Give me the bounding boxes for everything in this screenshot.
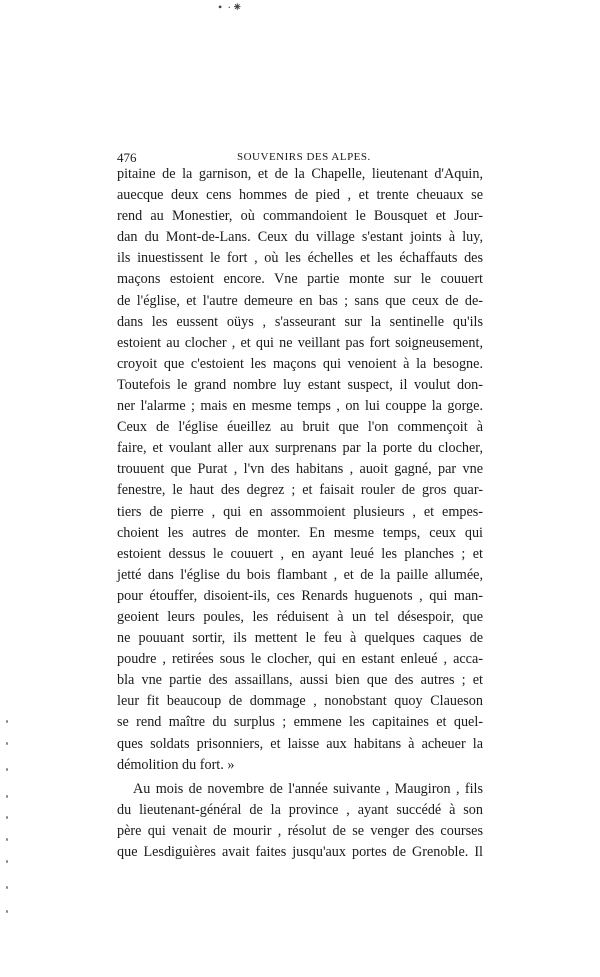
scan-speck [6, 860, 8, 863]
text-line: du lieutenant-général de la province , ayant succédé à son [117, 801, 483, 818]
running-head: SOUVENIRS DES ALPES. [237, 151, 371, 163]
text-line: bla vne partie des assaillans, aussi bien que des autres ; et [117, 672, 483, 689]
text-line: dans les eussent oüys , s'asseurant sur la sentinelle qu'ils [117, 313, 483, 330]
text-line: leur fit beaucoup de dommage , nonobstant quoy Claueson [117, 693, 483, 710]
scan-speck [6, 910, 8, 913]
margin-specks [0, 720, 14, 920]
text-line: geoient leurs poules, les réduisent à un tel désespoir, que [117, 608, 483, 625]
text-line: Ceux de l'église éueillez au bruit que l'on commençoit à [117, 419, 483, 436]
paragraph [117, 164, 483, 776]
scan-speck [6, 720, 8, 723]
paragraph [117, 779, 483, 863]
text-line: démolition du fort. » [117, 756, 235, 773]
text-line: pour étouffer, disoient-ils, ces Renards huguenots , qui man- [117, 587, 483, 604]
text-line: ne pouuant sortir, ils mettent le feu à quelques caques de [117, 630, 483, 647]
text-line: choient les autres de monter. En mesme temps, ceux qui [117, 524, 483, 541]
text-line: père qui venait de mourir , résolut de se venger des courses [117, 822, 483, 839]
text-line: ils inuestissent le fort , où les échelles et les échaffauts des [117, 250, 483, 267]
text-line: rend au Monestier, où commandoient le Bousquet et Jour- [117, 208, 483, 225]
ink-mark: • ·⁕ [218, 0, 244, 14]
text-line: estoient dessus le couuert , en ayant leué les planches ; et [117, 545, 483, 562]
text-line: faire, et voulant aller aux surprenans par la porte du clocher, [117, 440, 483, 457]
text-line: Toutefois le grand nombre luy estant suspect, il voulut don- [117, 376, 483, 393]
text-line: estoient au clocher , et qui ne veillant pas fort soigneusement, [117, 334, 483, 351]
text-line: ques soldats prisonniers, et laisse aux habitans à acheuer la [117, 735, 483, 752]
text-line: dan du Mont-de-Lans. Ceux du village s'estant joints à luy, [117, 229, 483, 246]
text-line: auecque deux cens hommes de pied , et trente cheuaux se [117, 187, 483, 204]
scan-speck [6, 816, 8, 819]
text-line: poudre , retirées sous le clocher, qui en estant enleué , acca- [117, 651, 483, 668]
text-line: croyoit que c'estoient les maçons qui venoient à la besogne. [117, 355, 483, 372]
scan-speck [6, 742, 8, 745]
text-line: se rend maître du surplus ; emmene les capitaines et quel- [117, 714, 483, 731]
scan-speck [6, 886, 8, 889]
text-line: fenestre, le haut des degrez ; et faisait rouler de gros quar- [117, 482, 483, 499]
text-line: que Lesdiguières avait faites jusqu'aux portes de Grenoble. Il [117, 844, 483, 860]
text-line: maçons estoient encore. Vne partie monte sur le couuert [117, 271, 483, 288]
text-line: trouuent que Purat , l'vn des habitans , auoit gagné, par vne [117, 461, 483, 478]
text-line: de l'église, et l'autre demeure en bas ; sans que ceux de de- [117, 292, 483, 309]
text-line: Au mois de novembre de l'année suivante , Maugiron , fils [133, 780, 483, 797]
scan-speck [6, 795, 8, 798]
text-line: tiers de pierre , qui en assommoient plusieurs , et empes- [117, 503, 483, 520]
page-number: 476 [117, 150, 137, 165]
text-line: pitaine de la garnison, et de la Chapelle, lieutenant d'Aquin, [117, 166, 483, 182]
scan-speck [6, 838, 8, 841]
body-text [117, 164, 483, 863]
scan-speck [6, 768, 8, 771]
text-line: ner l'alarme ; mais en mesme temps , on lui couppe la gorge. [117, 398, 483, 415]
text-line: jetté dans l'église du bois flambant , et de la paille allumée, [117, 566, 483, 583]
